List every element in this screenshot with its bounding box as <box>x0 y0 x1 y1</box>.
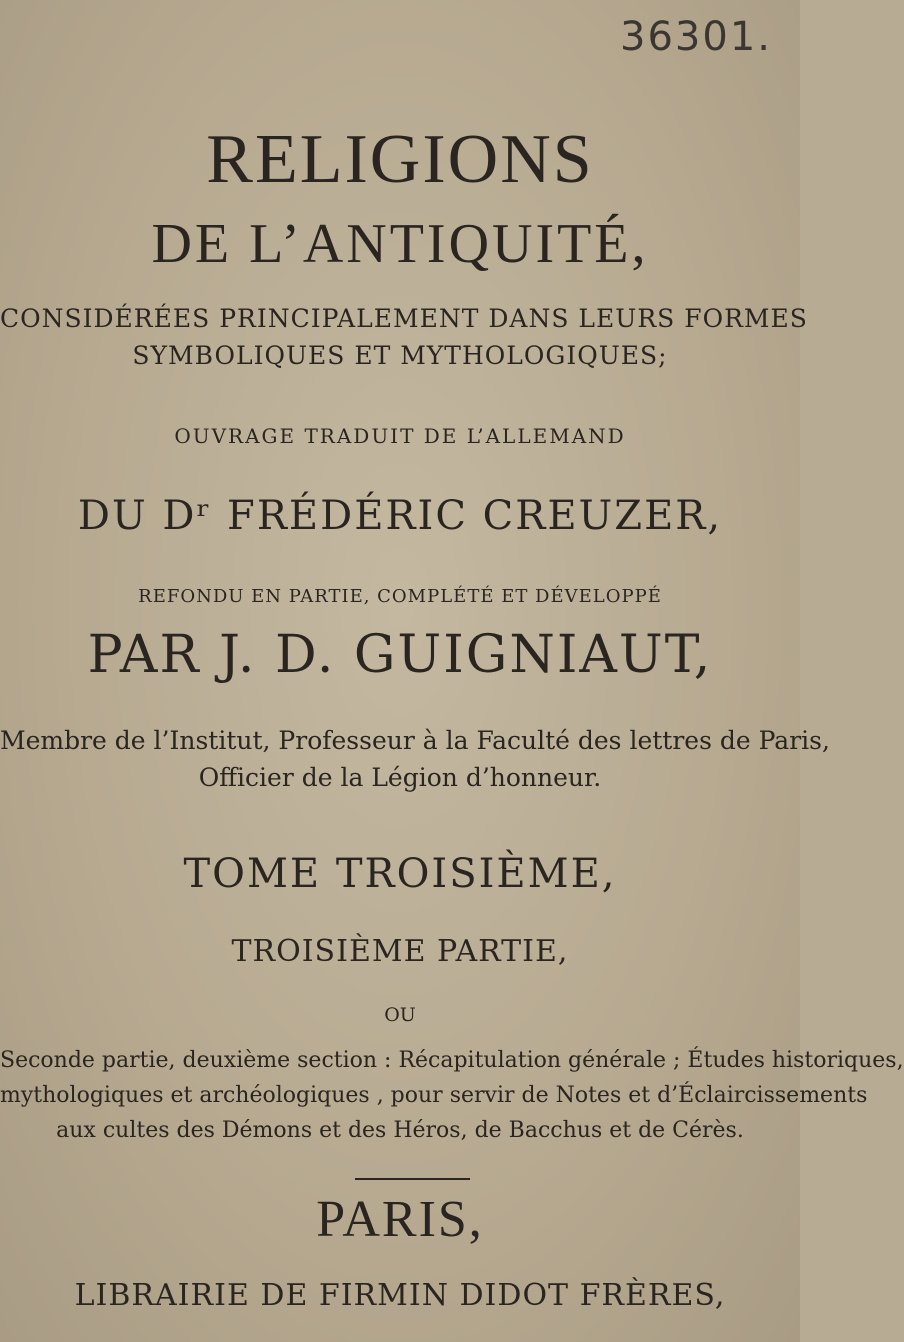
considered-line-2: SYMBOLIQUES ET MYTHOLOGIQUES; <box>132 341 668 370</box>
author-line: DU Dʳ FRÉDÉRIC CREUZER, <box>77 493 723 539</box>
description-line-1: Seconde partie, deuxième section : Récapitulation générale ; Études historiques, <box>0 1048 904 1073</box>
description-line-2: mythologiques et archéologiques , pour servir de Notes et d’Éclaircissements <box>0 1083 868 1108</box>
revised-line: REFONDU EN PARTIE, COMPLÉTÉ ET DÉVELOPPÉ <box>138 586 662 607</box>
publisher-line: LIBRAIRIE DE FIRMIN DIDOT FRÈRES, <box>74 1278 726 1313</box>
main-subtitle: DE L’ANTIQUITÉ, <box>151 213 649 275</box>
description-line-3: aux cultes des Démons et des Héros, de Bacchus et de Cérès. <box>56 1118 744 1143</box>
part-line: TROISIÈME PARTIE, <box>231 934 569 969</box>
divider-rule <box>355 1178 470 1180</box>
handwritten-catalog-number: 36301. <box>620 14 772 60</box>
work-line: OUVRAGE TRADUIT DE L’ALLEMAND <box>174 424 626 448</box>
considered-line-1: CONSIDÉRÉES PRINCIPALEMENT DANS LEURS FORMES <box>0 304 808 333</box>
volume-line: TOME TROISIÈME, <box>183 851 617 897</box>
member-line-1: Membre de l’Institut, Professeur à la Faculté des lettres de Paris, <box>0 726 830 755</box>
translator-line: PAR J. D. GUIGNIAUT, <box>87 625 713 685</box>
city-line: PARIS, <box>316 1191 484 1248</box>
main-title: RELIGIONS <box>206 121 594 198</box>
member-line-2: Officier de la Légion d’honneur. <box>198 763 602 792</box>
or-line: OU <box>384 1004 416 1026</box>
